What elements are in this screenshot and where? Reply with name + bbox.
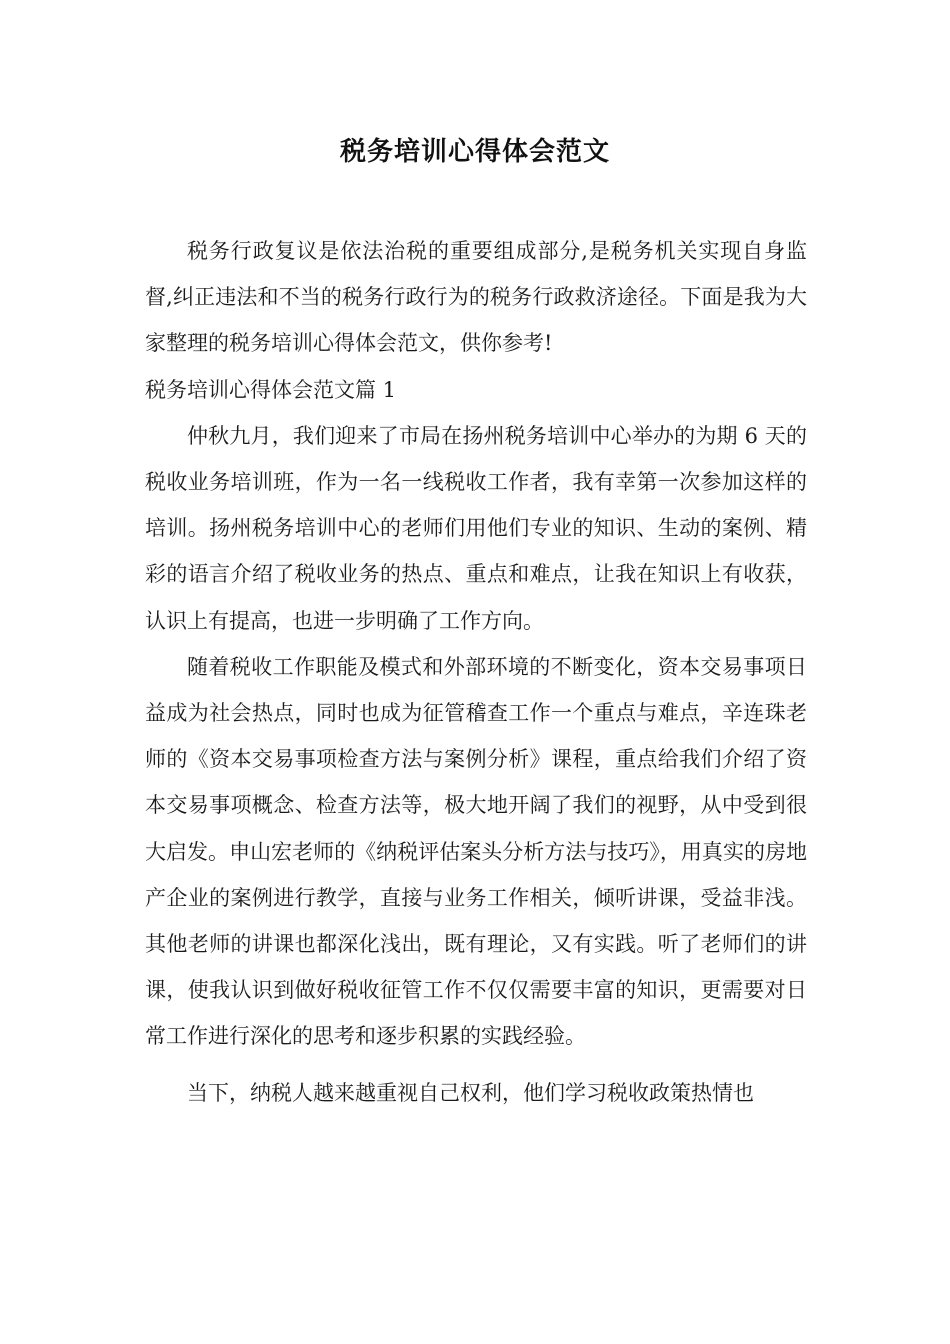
intro-paragraph: 税务行政复议是依法治税的重要组成部分,是税务机关实现自身监督,纠正违法和不当的税务行政行为的税务行政救济途径。下面是我为大家整理的税务培训心得体会范文，供你参考! bbox=[145, 239, 807, 356]
document-body bbox=[145, 228, 807, 1116]
body-paragraph-3: 当下，纳税人越来越重视自己权利，他们学习税收政策热情也 bbox=[187, 1080, 754, 1105]
document-title: 税务培训心得体会范文 bbox=[339, 137, 610, 167]
section-heading: 税务培训心得体会范文篇 1 bbox=[145, 377, 397, 402]
body-paragraph-2: 随着税收工作职能及模式和外部环境的不断变化，资本交易事项日益成为社会热点，同时也成为征管稽查工作一个重点与难点，辛连珠老师的《资本交易事项检查方法与案例分析》课程，重点给我们介绍了资本交易事项概念、检查方法等，极大地开阔了我们的视野，从中受到很大启发。申山宏老师的《纳税评估案头分析方法与技巧》，用真实的房地产企业的案例进行教学，直接与业务工作相关，倾听讲课，受益非浅。其他老师的讲课也都深化浅出，既有理论，又有实践。听了老师们的讲课，使我认识到做好税收征管工作不仅仅需要丰富的知识，更需要对日常工作进行深化的思考和逐步积累的实践经验。 bbox=[145, 654, 807, 1049]
paragraph-gap bbox=[145, 1060, 807, 1070]
body-paragraph-1: 仲秋九月，我们迎来了市局在扬州税务培训中心举办的为期 6 天的税收业务培训班，作为一名一线税收工作者，我有幸第一次参加这样的培训。扬州税务培训中心的老师们用他们专业的知识、生动的案例、精彩的语言介绍了税收业务的热点、重点和难点，让我在知识上有收获，认识上有提高，也进一步明确了工作方向。 bbox=[145, 423, 807, 633]
